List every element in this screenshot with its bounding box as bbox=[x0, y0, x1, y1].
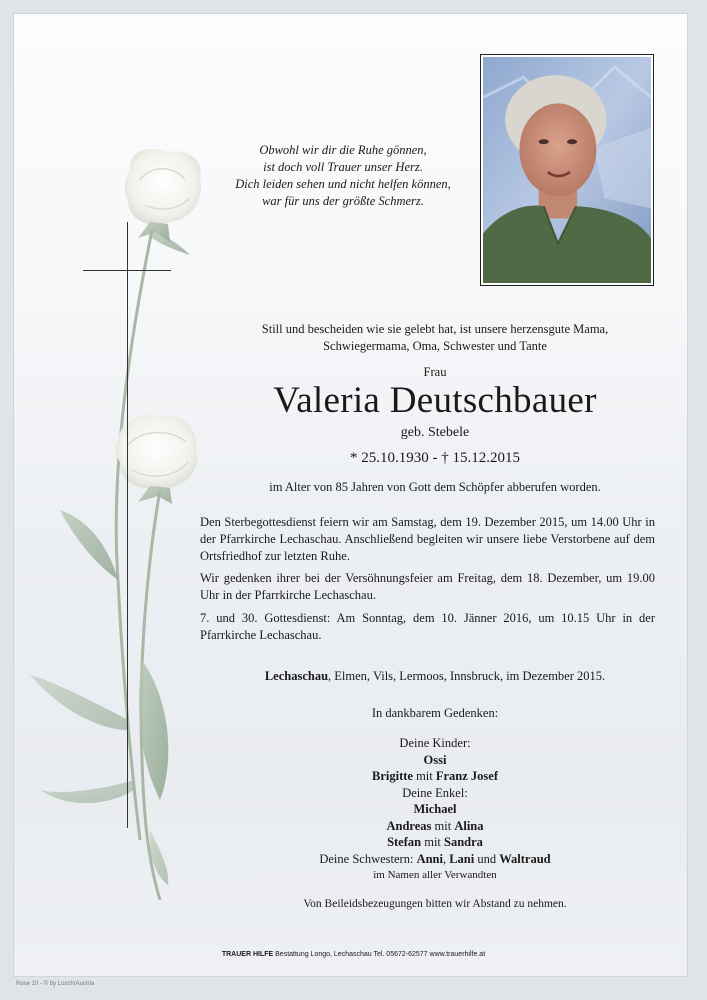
copyright-credit: Rose 10 - © by Losch/Austria bbox=[16, 981, 95, 987]
mass-paragraph: 7. und 30. Gottesdienst: Am Sonntag, dem 10. Jänner 2016, um 10.15 Uhr in der Pfarrkirche Lechaschau. bbox=[200, 611, 655, 643]
child-name: Ossi bbox=[423, 752, 447, 767]
footer-brand: TRAUER HILFE bbox=[221, 951, 274, 958]
portrait-image bbox=[483, 57, 651, 283]
schwestern-label: Deine Schwestern: bbox=[319, 851, 414, 866]
kinder-label: Deine Kinder: bbox=[399, 736, 471, 750]
poem-line: Obwohl wir dir die Ruhe gönnen, bbox=[259, 143, 427, 157]
salutation: Frau bbox=[423, 365, 447, 379]
grandchild-name: Stefan bbox=[387, 835, 422, 849]
poem-line: Dich leiden sehen und nicht helfen können, bbox=[235, 177, 451, 191]
child-name: Brigitte bbox=[371, 769, 413, 783]
location-main: Lechaschau bbox=[264, 669, 329, 683]
sister-name: Lani bbox=[449, 851, 475, 866]
footer-text: Bestattung Longo, Lechaschau Tel. 05672-62577 www.trauerhilfe.at bbox=[273, 951, 486, 958]
poem-line: war für uns der größte Schmerz. bbox=[262, 194, 424, 208]
cross-horizontal-bar bbox=[83, 270, 171, 271]
partner-name: Sandra bbox=[444, 835, 483, 849]
age-line: im Alter von 85 Jahren von Gott dem Schöpfer abberufen worden. bbox=[269, 480, 601, 494]
memorial-paragraph: Wir gedenken ihrer bei der Versöhnungsfeier am Freitag, dem 18. Dezember, um 19.00 Uhr in der Pfarrkirche Lechaschau. bbox=[200, 571, 655, 603]
deceased-name: Valeria Deutschbauer bbox=[273, 380, 597, 421]
birth-name: geb. Stebele bbox=[400, 425, 470, 440]
intro-line: Still und bescheiden wie sie gelebt hat, ist unsere herzensgute Mama, bbox=[261, 322, 609, 336]
connector: mit bbox=[424, 835, 441, 849]
connector: und bbox=[477, 851, 497, 866]
family-list: Deine Kinder: Ossi Brigitte mit Franz Josef Deine Enkel: Michael Andreas mit Alina Stefan mit Sandra Deine Schwestern: Anni, Lani und Waltraud im Namen aller Verwandten bbox=[198, 735, 672, 884]
intro-text bbox=[198, 321, 672, 355]
location-rest: , Elmen, Vils, Lermoos, Innsbruck, im Dezember 2015. bbox=[328, 669, 606, 683]
location-date-line bbox=[198, 669, 672, 684]
rose-illustration bbox=[10, 140, 230, 900]
partner-name: Alina bbox=[454, 818, 484, 833]
relatives-line: im Namen aller Verwandten bbox=[373, 869, 497, 881]
intro-line: Schwiegermama, Oma, Schwester und Tante bbox=[323, 339, 547, 353]
cross-vertical-bar bbox=[127, 222, 128, 828]
connector: mit bbox=[434, 818, 452, 833]
connector: mit bbox=[416, 769, 433, 783]
enkel-label: Deine Enkel: bbox=[402, 785, 468, 800]
portrait-photo bbox=[480, 54, 654, 286]
grandchild-name: Michael bbox=[413, 802, 457, 816]
sister-name: Waltraud bbox=[499, 851, 551, 866]
poem bbox=[228, 142, 458, 210]
life-dates: * 25.10.1930 - † 15.12.2015 bbox=[350, 450, 520, 466]
funeral-service-paragraph: Den Sterbegottesdienst feiern wir am Samstag, dem 19. Dezember 2015, um 14.00 Uhr in der Pfarrkirche Lechaschau. Anschließend begleiten wir unsere liebe Verstorbene auf dem Ortsfriedhof zur letzten Ruhe. bbox=[200, 515, 655, 564]
sister-name: Anni bbox=[416, 851, 443, 866]
condolence-note: Von Beileidsbezeugungen bitten wir Abstand zu nehmen. bbox=[303, 898, 567, 910]
footer bbox=[0, 951, 707, 958]
grandchild-name: Andreas bbox=[386, 818, 432, 833]
partner-name: Franz Josef bbox=[435, 769, 499, 783]
poem-line: ist doch voll Trauer unser Herz. bbox=[263, 160, 423, 174]
thanks-line: In dankbarem Gedenken: bbox=[371, 706, 499, 720]
